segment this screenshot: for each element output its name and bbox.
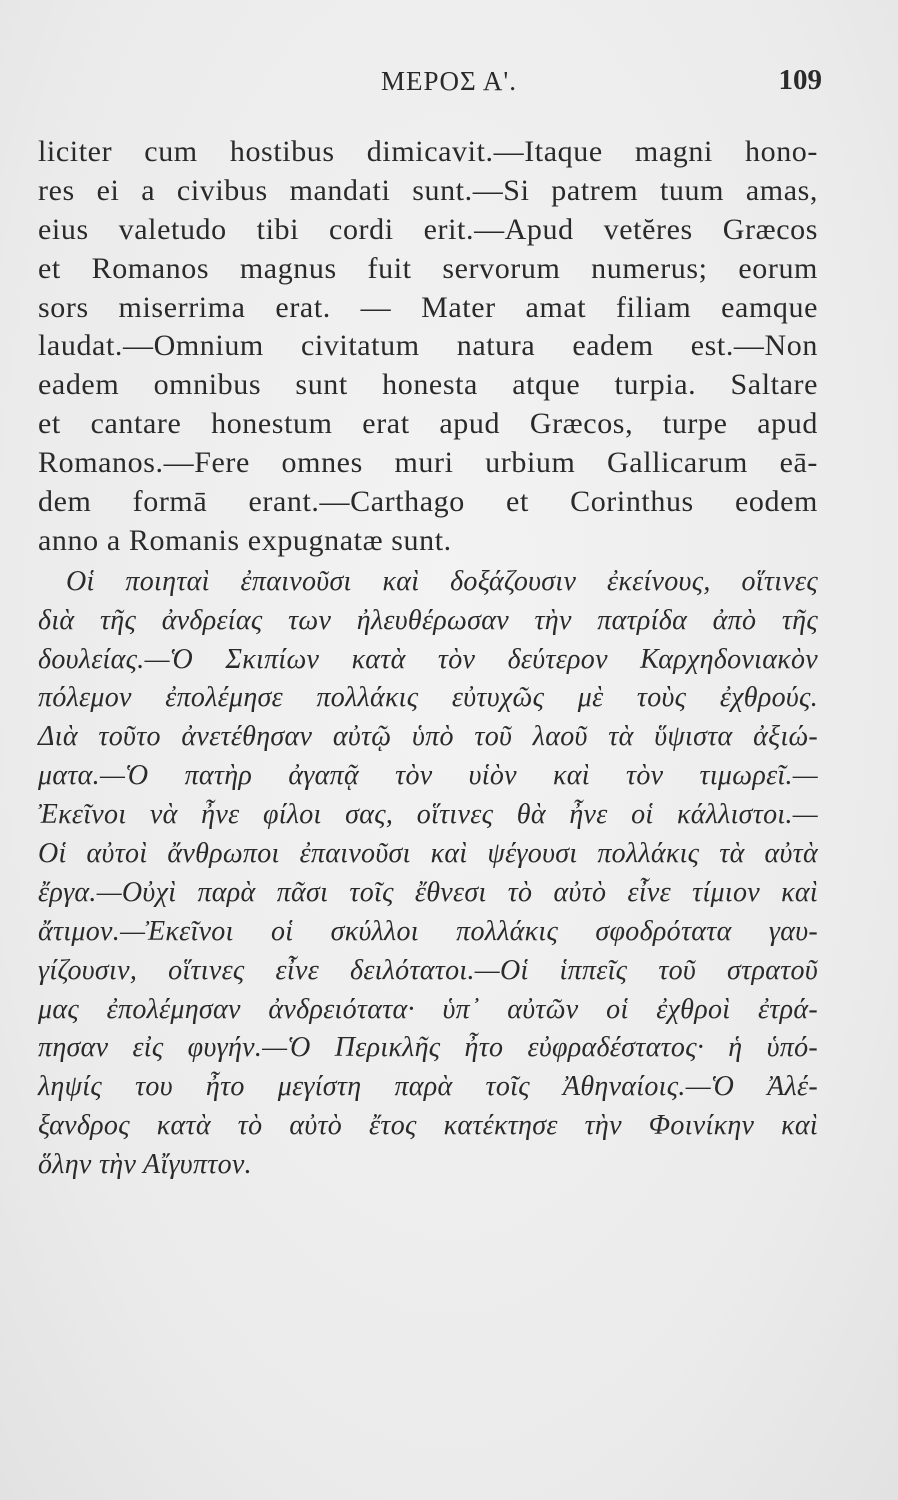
greek-line: μας ἐπολέμησαν ἀνδρειότατα· ὑπ᾽ αὐτῶν οἱ ἐχθροὶ ἐτρά- (38, 993, 818, 1025)
latin-line: eius valetudo tibi cordi erit.—Apud vetĕres Græcos (38, 212, 818, 246)
greek-line: ἄτιμον.—Ἐκεῖνοι οἱ σκύλλοι πολλάκις σφοδρότατα γαυ- (38, 915, 818, 947)
latin-line: eadem omnibus sunt honesta atque turpia. Saltare (38, 368, 818, 402)
page-body (38, 133, 818, 1185)
greek-line: πησαν εἰς φυγήν.—Ὁ Περικλῆς ἦτο εὐφραδέστατος· ἡ ὑπό- (38, 1032, 818, 1064)
greek-line: ξανδρος κατὰ τὸ αὐτὸ ἔτος κατέκτησε τὴν Φοινίκην καὶ (38, 1110, 818, 1142)
latin-line: Romanos.—Fere omnes muri urbium Gallicarum eā- (38, 446, 818, 480)
greek-line: Οἱ ποιηταὶ ἐπαινοῦσι καὶ δοξάζουσιν ἐκείνους, οἵτινες (66, 565, 818, 597)
latin-line: res ei a civibus mandati sunt.—Si patrem tuum amas, (38, 173, 818, 207)
greek-line: Διὰ τοῦτο ἀνετέθησαν αὐτῷ ὑπὸ τοῦ λαοῦ τὰ ὕψιστα ἀξιώ- (38, 721, 818, 753)
greek-exercise (38, 563, 818, 1185)
greek-line: διὰ τῆς ἀνδρείας των ἠλευθέρωσαν τὴν πατρίδα ἀπὸ τῆς (38, 604, 818, 636)
greek-line: Οἱ αὐτοὶ ἄνθρωποι ἐπαινοῦσι καὶ ψέγουσι πολλάκις τὰ αὐτὰ (38, 838, 818, 870)
latin-line: dem formā erant.—Carthago et Corinthus eodem (38, 485, 818, 519)
latin-line: liciter cum hostibus dimicavit.—Itaque magni hono- (38, 135, 818, 168)
latin-line: et Romanos magnus fuit servorum numerus; eorum (38, 251, 818, 285)
latin-line: anno a Romanis expugnatæ sunt. (38, 523, 452, 557)
greek-line: ὅλην τὴν Αἴγυπτον. (38, 1149, 252, 1181)
latin-line: laudat.—Omnium civitatum natura eadem est.—Non (38, 329, 818, 363)
greek-line: ἔργα.—Οὐχὶ παρὰ πᾶσι τοῖς ἔθνεσι τὸ αὐτὸ εἶνε τίμιον καὶ (38, 876, 818, 908)
latin-line: sors miserrima erat. — Mater amat filiam eamque (38, 290, 818, 324)
greek-line: Ἐκεῖνοι νὰ ἦνε φίλοι σας, οἵτινες θὰ ἦνε οἱ κάλλιστοι.— (38, 799, 818, 831)
latin-exercise (38, 133, 818, 561)
greek-line: γίζουσιν, οἵτινες εἶνε δειλότατοι.—Οἱ ἱππεῖς τοῦ στρατοῦ (38, 954, 818, 986)
greek-line: ματα.—Ὁ πατὴρ ἀγαπᾷ τὸν υἱὸν καὶ τὸν τιμωρεῖ.— (38, 760, 818, 792)
greek-line: πόλεμον ἐπολέμησε πολλάκις εὐτυχῶς μὲ τοὺς ἐχθρούς. (38, 682, 818, 714)
latin-line: et cantare honestum erat apud Græcos, turpe apud (38, 407, 818, 441)
running-head: ΜΕΡΟΣ Α'. (380, 66, 518, 96)
greek-line: ληψίς του ἦτο μεγίστη παρὰ τοῖς Ἀθηναίοις.—Ὁ Ἀλέ- (38, 1071, 818, 1103)
page-header (0, 62, 898, 102)
page-number: 109 (778, 64, 822, 96)
greek-line: δουλείας.—Ὁ Σκιπίων κατὰ τὸν δεύτερον Καρχηδονιακὸν (38, 643, 818, 675)
